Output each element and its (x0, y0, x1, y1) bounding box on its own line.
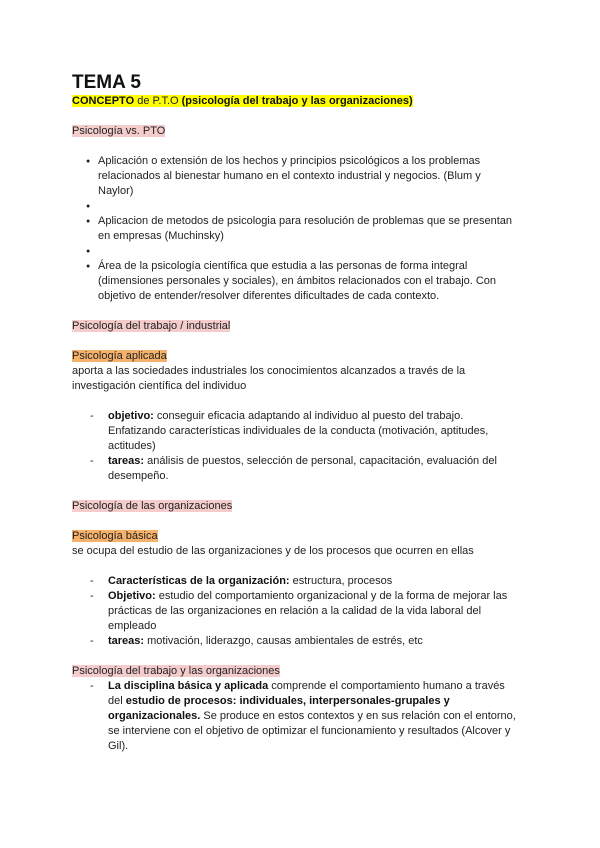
paragraph: investigación científica del individuo (72, 380, 247, 392)
subheading-psicologia-aplicada: Psicología aplicada (72, 350, 167, 362)
document-page (72, 72, 532, 754)
section-heading-pto: Psicología del trabajo y las organizaciones (72, 665, 280, 677)
list-item: - tareas: motivación, liderazgo, causas ambientales de estrés, etc (72, 634, 532, 649)
aplicada-list (72, 409, 532, 484)
list-item: ● Área de la psicología científica que estudia a las personas de forma integral (dimensiones personales y sociales), en ámbitos relacionados con el trabajo. Con objetivo de entender/resolver diferentes dificultades de cada contexto. (72, 259, 532, 304)
section-heading-psicologia-vs-pto: Psicología vs. PTO (72, 125, 166, 137)
list-item: - Objetivo: estudio del comportamiento organizacional y de la forma de mejorar las prácticas de las organizaciones en relación a la calidad de la vida laboral del empleado (72, 589, 532, 634)
definitions-list (72, 154, 532, 304)
list-item: - La disciplina básica y aplicada comprende el comportamiento humano a través del estudio de procesos: individuales, interpersonales-grupales y organizacionales. Se produce en estos contextos y en sus relación con el entorno, se interviene con el objetivo de optimizar el funcionamiento y resultados (Alcover y Gil). (72, 679, 532, 754)
page-title: TEMA 5 (72, 72, 141, 93)
section-heading-psicologia-organizaciones: Psicología de las organizaciones (72, 500, 233, 512)
list-item: - objetivo: conseguir eficacia adaptando al individuo al puesto del trabajo. Enfatizando características individuales de la conducta (motivación, aptitudes, actitudes) (72, 409, 532, 454)
section-heading-psicologia-trabajo: Psicología del trabajo / industrial (72, 320, 231, 332)
subheading-psicologia-basica: Psicología básica (72, 530, 158, 542)
paragraph: se ocupa del estudio de las organizaciones y de los procesos que ocurren en ellas (72, 545, 474, 557)
paragraph: aporta a las sociedades industriales los conocimientos alcanzados a través de la (72, 365, 466, 377)
list-item: - tareas: análisis de puestos, selección de personal, capacitación, evaluación del desempeño. (72, 454, 532, 484)
basica-list (72, 574, 532, 649)
pto-list (72, 679, 532, 754)
concept-line (72, 94, 532, 109)
concept-label: CONCEPTO de P.T.O (psicología del trabajo y las organizaciones) (72, 95, 413, 107)
list-item: - Características de la organización: estructura, procesos (72, 574, 532, 589)
list-item: ● Aplicación o extensión de los hechos y principios psicológicos a los problemas relacionados al bienestar humano en el contexto industrial y negocios. (Blum y Naylor) (72, 154, 532, 199)
list-item: ● Aplicacion de metodos de psicologia para resolución de problemas que se presentan en empresas (Muchinsky) (72, 214, 532, 244)
